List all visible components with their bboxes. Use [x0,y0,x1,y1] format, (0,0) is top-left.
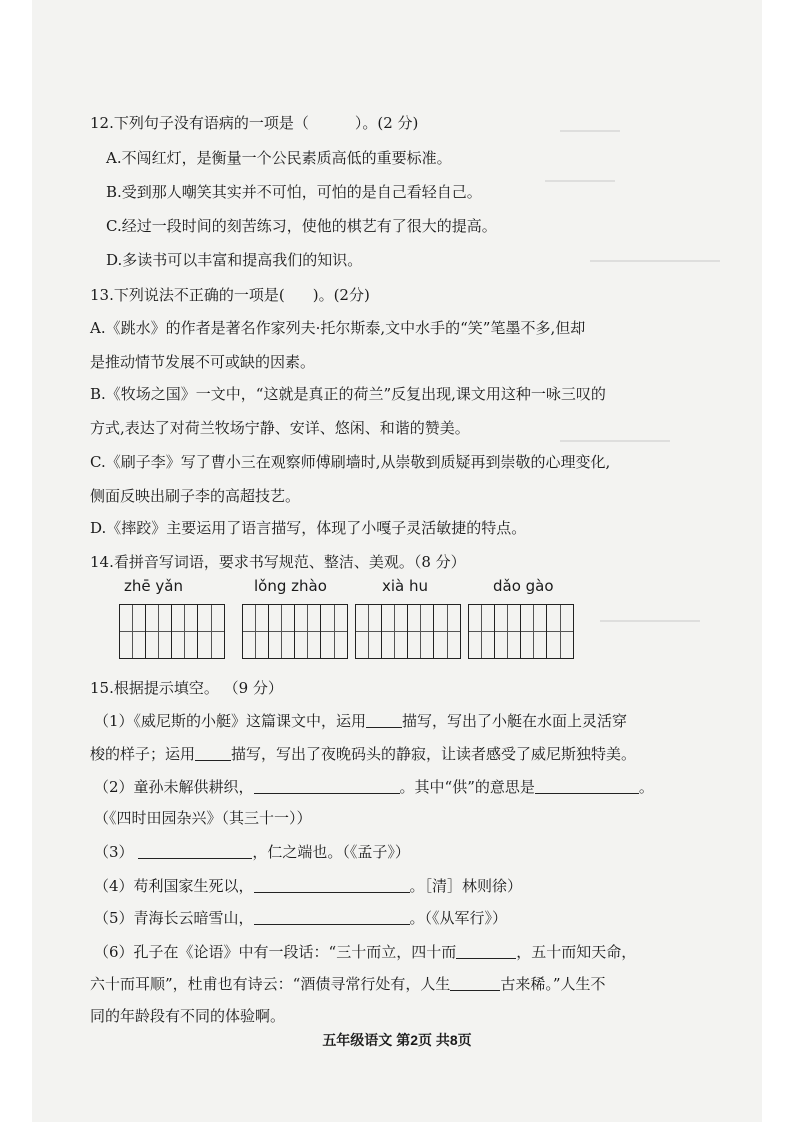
tianzige-cell[interactable] [521,605,547,658]
question-13-line: 是推动情节发展不可或缺的因素。 [90,353,316,371]
answer-blank[interactable] [195,746,231,761]
question-13-line: B.《牧场之国》一文中，“这就是真正的荷兰”反复出现,课文用这种一咏三叹的 [90,385,606,403]
q15-item-1: （1）《威尼斯的小艇》这篇课文中，运用 描写，写出了小艇在水面上灵活穿 [94,712,628,730]
answer-blank[interactable] [254,878,410,893]
writing-grid[interactable] [119,604,225,659]
tianzige-cell[interactable] [120,605,146,658]
bleed-through-mark [560,440,670,442]
answer-blank[interactable] [450,976,500,991]
pinyin-label: dǎo gào [493,577,554,595]
question-12-option-b: B.受到那人嘲笑其实并不可怕，可怕的是自己看轻自己。 [106,183,482,201]
q15-item-6-end: 同的年龄段有不同的体验啊。 [90,1007,286,1025]
q15-item-4: （4）苟利国家生死以， 。［清］林则徐） [94,877,523,895]
answer-blank[interactable] [456,944,516,959]
q15-item-6: （6）孔子在《论语》中有一段话：“三十而立，四十而 ，五十而知天命， [94,943,637,961]
tianzige-cell[interactable] [547,605,573,658]
writing-grid[interactable] [242,604,348,659]
tianzige-cell[interactable] [172,605,198,658]
tianzige-cell[interactable] [295,605,321,658]
answer-blank[interactable] [254,779,400,794]
question-12-option-d: D.多读书可以丰富和提高我们的知识。 [106,251,363,269]
page-footer: 五年级语文 第2页 共8页 [322,1032,472,1048]
question-13-line: A.《跳水》的作者是著名作家列夫·托尔斯泰,文中水手的“笑”笔墨不多,但却 [90,319,586,337]
tianzige-cell[interactable] [382,605,408,658]
question-13-line: 方式,表达了对荷兰牧场宁静、安详、悠闲、和谐的赞美。 [90,419,470,437]
question-12-option-a: A.不闯红灯，是衡量一个公民素质高低的重要标准。 [106,149,452,167]
question-12-option-c: C.经过一段时间的刻苦练习，使他的棋艺有了很大的提高。 [106,217,497,235]
q15-item-6-cont: 六十而耳顺”，杜甫也有诗云：“酒债寻常行处有，人生 古来稀。”人生不 [90,975,606,993]
tianzige-cell[interactable] [321,605,347,658]
q15-item-2-source: （《四时田园杂兴》（其三十一）） [94,809,312,827]
pinyin-label: xià hu [382,577,429,595]
question-13-line: 侧面反映出刷子李的高超技艺。 [90,487,301,505]
bleed-through-mark [590,260,720,262]
question-15-stem: 15.根据提示填空。 （9 分） [90,679,283,697]
tianzige-cell[interactable] [495,605,521,658]
bleed-through-mark [600,620,700,622]
tianzige-cell[interactable] [434,605,460,658]
tianzige-cell[interactable] [269,605,295,658]
bleed-through-mark [545,180,615,182]
tianzige-cell[interactable] [356,605,382,658]
question-14-stem: 14.看拼音写词语，要求书写规范、整洁、美观。（8 分） [90,553,466,571]
tianzige-cell[interactable] [469,605,495,658]
tianzige-cell[interactable] [408,605,434,658]
answer-blank[interactable] [254,910,410,925]
writing-grid[interactable] [355,604,461,659]
writing-grid[interactable] [468,604,574,659]
q15-item-3: （3） ，仁之端也。（《孟子》） [94,843,410,861]
q15-item-5: （5）青海长云暗雪山， 。（《从军行》） [94,909,508,927]
q15-item-2: （2）童孙未解供耕织， 。其中“供”的意思是 。 [94,778,654,796]
tianzige-cell[interactable] [243,605,269,658]
question-13-line: C.《刷子李》写了曹小三在观察师傅刷墙时,从崇敬到质疑再到崇敬的心理变化, [90,453,611,471]
pinyin-label: lǒng zhào [254,577,327,595]
answer-blank[interactable] [535,779,639,794]
question-12-stem: 12.下列句子没有语病的一项是（ ）。(2 分) [90,114,419,132]
answer-blank[interactable] [366,713,402,728]
question-13-line: D.《摔跤》主要运用了语言描写，体现了小嘎子灵活敏捷的特点。 [90,519,527,537]
bleed-through-mark [560,130,620,132]
tianzige-cell[interactable] [198,605,224,658]
answer-blank[interactable] [138,844,252,859]
q15-item-1-cont: 梭的样子；运用 描写，写出了夜晚码头的静寂，让读者感受了威尼斯独特美。 [90,745,637,763]
question-13-stem: 13.下列说法不正确的一项是( )。(2分) [90,286,370,304]
pinyin-label: zhē yǎn [124,577,183,595]
tianzige-cell[interactable] [146,605,172,658]
